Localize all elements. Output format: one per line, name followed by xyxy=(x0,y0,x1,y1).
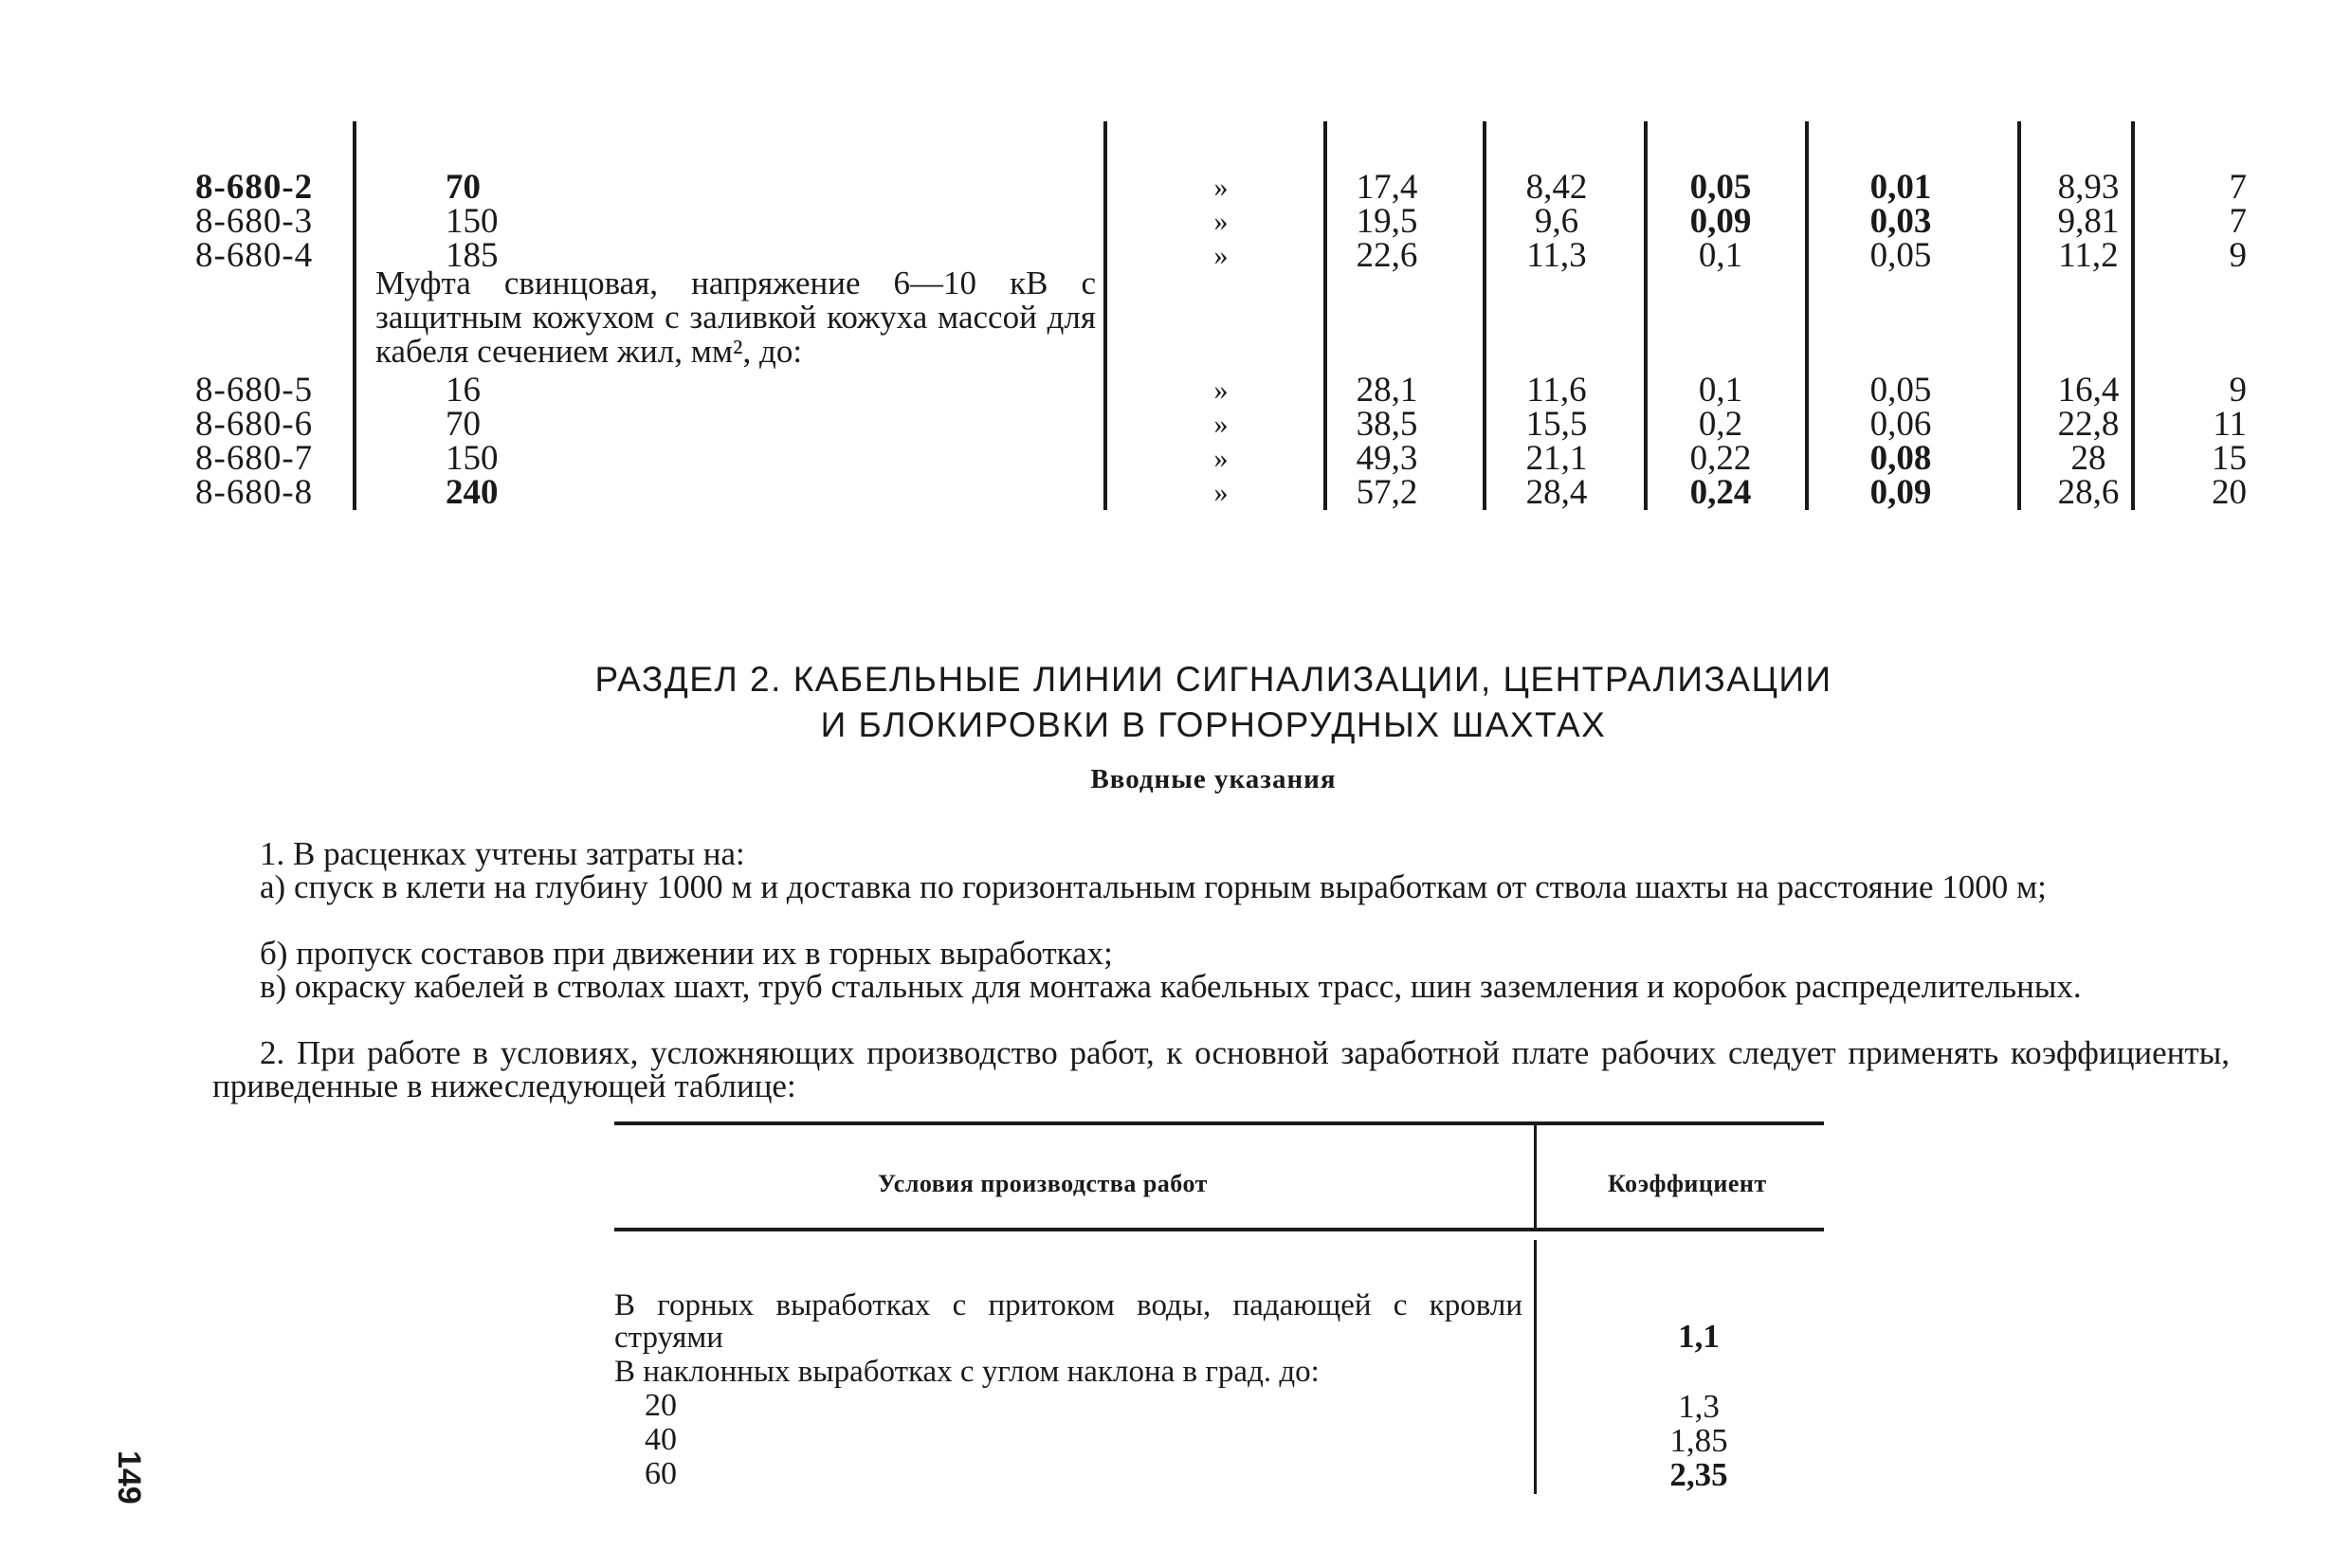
value-5: 11,2 xyxy=(2058,236,2119,275)
condition-text: В горных выработках с притоком воды, падающей с кровли струями xyxy=(614,1288,1522,1355)
value-4: 0,01 xyxy=(1869,168,1932,207)
value-1: 38,5 xyxy=(1356,405,1418,444)
value-3: 0,2 xyxy=(1698,405,1743,444)
page-number: 149 xyxy=(111,1450,147,1504)
value-5: 9,81 xyxy=(2057,202,2120,241)
rate-code: 8-680-6 xyxy=(195,405,314,444)
value-2: 15,5 xyxy=(1525,405,1588,444)
rate-code: 8-680-2 xyxy=(195,168,314,207)
value-2: 11,3 xyxy=(1526,236,1587,275)
coefficient-value: 1,3 xyxy=(1678,1388,1720,1425)
value-4: 0,08 xyxy=(1869,439,1932,478)
unit: » xyxy=(1213,240,1229,271)
value-3: 0,09 xyxy=(1689,202,1752,241)
table-rule xyxy=(614,1228,1824,1231)
paragraph: 2. При работе в условиях, усложняющих производство работ, к основной заработной плате рабочих следует применять коэффициенты, приведенные в нижеследующей таблице: xyxy=(212,1034,2230,1104)
paragraph: в) окраску кабелей в стволах шахт, труб стальных для монтажа кабельных трасс, шин заземления и коробок распределительных. xyxy=(260,968,2082,1005)
cross-section: 70 xyxy=(446,405,481,444)
value-1: 49,3 xyxy=(1356,439,1418,478)
value-5: 8,93 xyxy=(2057,168,2120,207)
angle-value: 60 xyxy=(645,1456,677,1491)
unit: » xyxy=(1213,477,1229,508)
cross-section: 16 xyxy=(446,371,481,410)
value-2: 9,6 xyxy=(1534,202,1579,241)
paragraph: 1. В расценках учтены затраты на: xyxy=(260,835,745,872)
value-5: 22,8 xyxy=(2057,405,2120,444)
table-rule xyxy=(353,121,356,510)
coefficient-value: 2,35 xyxy=(1669,1456,1728,1493)
coefficient-value: 1,85 xyxy=(1669,1422,1728,1459)
rate-code: 8-680-4 xyxy=(195,236,314,275)
cross-section: 70 xyxy=(446,168,481,207)
value-1: 17,4 xyxy=(1356,168,1418,207)
table-rule xyxy=(1805,121,1809,510)
value-4: 0,06 xyxy=(1869,405,1932,444)
cross-section: 150 xyxy=(446,439,499,478)
value-4: 0,09 xyxy=(1869,473,1932,512)
value-4: 0,03 xyxy=(1869,202,1932,241)
rate-code: 8-680-7 xyxy=(195,439,314,478)
table-rule xyxy=(1103,121,1107,510)
rate-code: 8-680-5 xyxy=(195,371,314,410)
table-rule xyxy=(1644,121,1648,510)
column-header-conditions: Условия производства работ xyxy=(878,1170,1208,1197)
unit: » xyxy=(1213,443,1229,474)
value-2: 11,6 xyxy=(1526,371,1587,410)
table-rule xyxy=(1534,1124,1537,1229)
value-5: 28,6 xyxy=(2057,473,2120,512)
value-2: 21,1 xyxy=(1525,439,1588,478)
unit: » xyxy=(1213,206,1229,237)
value-6: 9 xyxy=(2229,236,2247,275)
value-2: 8,42 xyxy=(1525,168,1588,207)
paragraph: б) пропуск составов при движении их в горных выработках; xyxy=(260,935,1113,972)
cross-section: 185 xyxy=(446,236,499,275)
table-rule xyxy=(1534,1240,1537,1494)
cross-section: 240 xyxy=(446,473,499,512)
value-1: 19,5 xyxy=(1356,202,1418,241)
value-3: 0,24 xyxy=(1689,473,1752,512)
section-title: И БЛОКИРОВКИ В ГОРНОРУДНЫХ ШАХТАХ xyxy=(820,705,1607,744)
value-5: 28 xyxy=(2070,439,2106,478)
angle-value: 40 xyxy=(645,1422,677,1457)
value-5: 16,4 xyxy=(2057,371,2120,410)
table-rule xyxy=(1483,121,1486,510)
cross-section: 150 xyxy=(446,202,499,241)
value-4: 0,05 xyxy=(1869,371,1932,410)
section-title: РАЗДЕЛ 2. КАБЕЛЬНЫЕ ЛИНИИ СИГНАЛИЗАЦИИ, ЦЕНТРАЛИЗАЦИИ xyxy=(594,660,1832,699)
value-3: 0,1 xyxy=(1698,236,1743,275)
value-3: 0,1 xyxy=(1698,371,1743,410)
coefficient-value: 1,1 xyxy=(1678,1318,1720,1355)
value-6: 11 xyxy=(2213,405,2247,444)
rate-code: 8-680-8 xyxy=(195,473,314,512)
value-6: 7 xyxy=(2229,202,2247,241)
item-description: Муфта свинцовая, напряжение 6—10 кВ с защитным кожухом с заливкой кожуха массой для кабеля сечением жил, мм², до: xyxy=(375,264,1096,370)
unit: » xyxy=(1213,374,1229,406)
value-4: 0,05 xyxy=(1869,236,1932,275)
value-1: 57,2 xyxy=(1356,473,1418,512)
value-1: 28,1 xyxy=(1356,371,1418,410)
section-subtitle: Вводные указания xyxy=(1090,764,1337,794)
value-6: 20 xyxy=(2212,473,2247,512)
rate-code: 8-680-3 xyxy=(195,202,314,241)
column-header-coefficient: Коэффициент xyxy=(1608,1170,1767,1197)
angle-value: 20 xyxy=(645,1388,677,1423)
condition-text: В наклонных выработках с углом наклона в град. до: xyxy=(614,1355,1320,1389)
value-2: 28,4 xyxy=(1525,473,1588,512)
unit: » xyxy=(1213,409,1229,440)
value-3: 0,22 xyxy=(1689,439,1752,478)
value-1: 22,6 xyxy=(1356,236,1418,275)
paragraph: а) спуск в клети на глубину 1000 м и доставка по горизонтальным горным выработкам от ствола шахты на расстояние 1000 м; xyxy=(260,868,2047,905)
value-3: 0,05 xyxy=(1689,168,1752,207)
value-6: 7 xyxy=(2229,168,2247,207)
unit: » xyxy=(1213,172,1229,203)
value-6: 9 xyxy=(2229,371,2247,410)
value-6: 15 xyxy=(2212,439,2247,478)
table-rule xyxy=(614,1121,1824,1125)
